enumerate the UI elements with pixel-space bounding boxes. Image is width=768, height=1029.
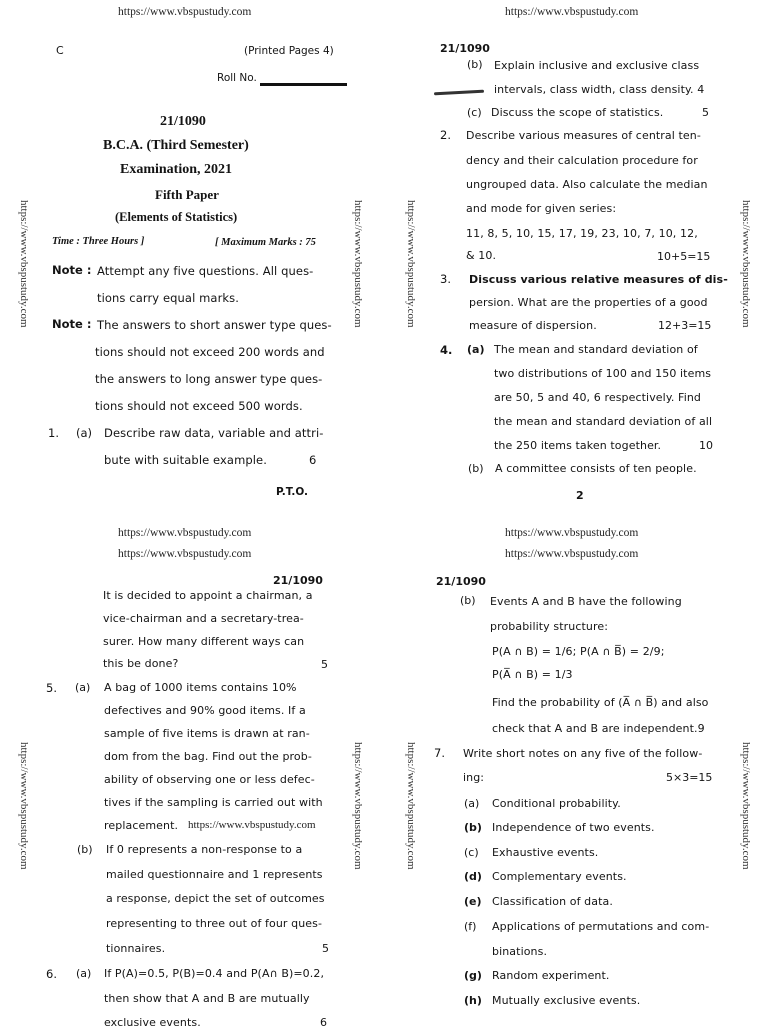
q4a-label: (a) — [467, 343, 485, 356]
q5a-line2: defectives and 90% good items. If a — [104, 704, 306, 717]
note1-line2: tions carry equal marks. — [97, 291, 240, 305]
cont-line3: surer. How many different ways can — [103, 635, 305, 648]
inline-watermark-url: https://www.vbspustudy.com — [188, 819, 316, 831]
list-item-text: binations. — [492, 945, 548, 958]
paper-title: Fifth Paper — [155, 187, 219, 202]
note2-line2: tions should not exceed 200 words and — [95, 345, 325, 359]
q7-line1: Write short notes on any five of the follow- — [463, 747, 703, 760]
list-item-label: (f) — [464, 920, 477, 933]
q5b-line3: a response, depict the set of outcomes — [106, 892, 325, 905]
q5a-line5: ability of observing one or less defec- — [104, 773, 315, 786]
list-item-text: Applications of permutations and com- — [492, 920, 710, 933]
q5b-line2: mailed questionnaire and 1 represents — [106, 868, 323, 881]
roll-no-line — [260, 83, 347, 86]
list-item-text: Exhaustive events. — [492, 846, 599, 859]
watermark-url-mid-left-2: https://www.vbspustudy.com — [118, 548, 252, 560]
time-label: Time : Three Hours ] — [52, 236, 145, 247]
q4b-label: (b) — [468, 462, 484, 475]
subject-title: (Elements of Statistics) — [115, 210, 238, 224]
q1a-label: (a) — [76, 426, 93, 440]
q6b-line1: Events A and B have the following — [490, 595, 682, 608]
q2-line2: dency and their calculation procedure for — [466, 154, 698, 167]
note2-label: Note : — [52, 317, 92, 331]
q4a-line3: are 50, 5 and 40, 6 respectively. Find — [494, 391, 701, 404]
course-title: B.C.A. (Third Semester) — [103, 138, 249, 153]
q2-line6: & 10. — [466, 249, 497, 262]
q3-line1: Discuss various relative measures of dis- — [469, 273, 728, 286]
paper-code-header: 21/1090 — [436, 575, 486, 588]
watermark-vertical-5: https://www.vbspustudy.com — [18, 742, 30, 870]
list-item-label: (g) — [464, 969, 482, 982]
q4a-line5: the 250 items taken together. — [494, 439, 662, 452]
list-item-label: (h) — [464, 994, 482, 1007]
q3-line2: persion. What are the properties of a good — [469, 296, 708, 309]
q5a-line7: replacement. — [104, 819, 179, 832]
q5a-line4: dom from the bag. Find out the prob- — [104, 750, 312, 763]
q5a-line1: A bag of 1000 items contains 10% — [104, 681, 297, 694]
exam-title: Examination, 2021 — [120, 162, 233, 177]
cont-line1: It is decided to appoint a chairman, a — [103, 589, 313, 602]
watermark-vertical-4: https://www.vbspustudy.com — [740, 200, 752, 328]
q6-number: 6. — [46, 967, 57, 981]
q6b-line2: probability structure: — [490, 620, 609, 633]
q1c-label: (c) — [467, 106, 482, 119]
list-item-text: Independence of two events. — [492, 821, 655, 834]
max-marks-label: [ Maximum Marks : 75 — [215, 237, 316, 248]
note2-line3: the answers to long answer type ques- — [95, 372, 323, 386]
q7-number: 7. — [434, 746, 445, 760]
q4-number: 4. — [440, 343, 453, 357]
list-item-text: Complementary events. — [492, 870, 627, 883]
q4a-marks: 10 — [699, 439, 713, 452]
q4b-line1: A committee consists of ten people. — [495, 462, 697, 475]
q2-number: 2. — [440, 128, 451, 142]
note1-line1: Attempt any five questions. All ques- — [97, 264, 314, 278]
list-item-text: Classification of data. — [492, 895, 613, 908]
q5b-marks: 5 — [322, 942, 329, 955]
watermark-url-mid-left-1: https://www.vbspustudy.com — [118, 527, 252, 539]
watermark-vertical-6: https://www.vbspustudy.com — [352, 742, 364, 870]
q2-line4: and mode for given series: — [466, 202, 617, 215]
page-number-2: 2 — [576, 489, 584, 502]
printed-pages: (Printed Pages 4) — [244, 45, 334, 57]
q1b-line2: intervals, class width, class density. 4 — [494, 83, 705, 96]
q4a-line4: the mean and standard deviation of all — [494, 415, 713, 428]
q2-marks: 10+5=15 — [657, 250, 711, 263]
note2-line1: The answers to short answer type ques- — [97, 318, 332, 332]
q5-number: 5. — [46, 681, 57, 695]
watermark-vertical-7: https://www.vbspustudy.com — [405, 742, 417, 870]
paper-code-heading: 21/1090 — [160, 114, 206, 129]
list-item-label: (c) — [464, 846, 479, 859]
q6a-marks: 6 — [320, 1016, 327, 1029]
watermark-url-top-left: https://www.vbspustudy.com — [118, 6, 252, 18]
list-item-text: Conditional probability. — [492, 797, 621, 810]
watermark-vertical-2: https://www.vbspustudy.com — [352, 200, 364, 328]
watermark-url-mid-right-2: https://www.vbspustudy.com — [505, 548, 639, 560]
q1a-line2: bute with suitable example. — [104, 453, 267, 467]
pto-label: P.T.O. — [276, 486, 308, 498]
cont-marks: 5 — [321, 658, 328, 671]
list-item-label: (b) — [464, 821, 482, 834]
q5b-line5: tionnaires. — [106, 942, 166, 955]
cont-line2: vice-chairman and a secretary-trea- — [103, 612, 304, 625]
q1a-marks: 6 — [309, 453, 317, 467]
q6b-line6: check that A and B are independent.9 — [492, 722, 705, 735]
q7-line2: ing: — [463, 771, 485, 784]
q5b-line4: representing to three out of four ques- — [106, 917, 323, 930]
note1-label: Note : — [52, 263, 92, 277]
q3-line3: measure of dispersion. — [469, 319, 597, 332]
q2-line1: Describe various measures of central ten- — [466, 129, 701, 142]
q3-marks: 12+3=15 — [658, 319, 712, 332]
q1b-line1: Explain inclusive and exclusive class — [494, 59, 700, 72]
list-item-label: (e) — [464, 895, 482, 908]
q6b-label: (b) — [460, 594, 476, 607]
corner-letter: C — [56, 44, 64, 57]
q7-marks: 5×3=15 — [666, 771, 713, 784]
q1-number: 1. — [48, 426, 59, 440]
paper-code-header: 21/1090 — [440, 42, 490, 55]
watermark-url-top-right: https://www.vbspustudy.com — [505, 6, 639, 18]
q6a-line2: then show that A and B are mutually — [104, 992, 310, 1005]
watermark-url-mid-right-1: https://www.vbspustudy.com — [505, 527, 639, 539]
paper-code-header: 21/1090 — [273, 574, 323, 587]
q1b-label: (b) — [467, 58, 483, 71]
q4a-line1: The mean and standard deviation of — [494, 343, 698, 356]
list-item-text: Random experiment. — [492, 969, 610, 982]
q1c-line1: Discuss the scope of statistics. — [491, 106, 664, 119]
q5b-line1: If 0 represents a non-response to a — [106, 843, 303, 856]
q6b-line3: P(A ∩ B) = 1/6; P(A ∩ B̅) = 2/9; — [492, 645, 665, 658]
q6b-line4: P(A̅ ∩ B) = 1/3 — [492, 668, 573, 681]
list-item-label: (a) — [464, 797, 480, 810]
q2-line3: ungrouped data. Also calculate the median — [466, 178, 708, 191]
q3-number: 3. — [440, 272, 451, 286]
watermark-vertical-8: https://www.vbspustudy.com — [740, 742, 752, 870]
q6a-label: (a) — [76, 967, 92, 980]
list-item-label: (d) — [464, 870, 482, 883]
q2-line5: 11, 8, 5, 10, 15, 17, 19, 23, 10, 7, 10, 12, — [466, 227, 698, 240]
q1a-line1: Describe raw data, variable and attri- — [104, 426, 324, 440]
q5a-line3: sample of five items is drawn at ran- — [104, 727, 310, 740]
cont-line4: this be done? — [103, 657, 179, 670]
q4a-line2: two distributions of 100 and 150 items — [494, 367, 712, 380]
watermark-vertical-3: https://www.vbspustudy.com — [405, 200, 417, 328]
q5a-line6: tives if the sampling is carried out with — [104, 796, 323, 809]
watermark-vertical-1: https://www.vbspustudy.com — [18, 200, 30, 328]
note2-line4: tions should not exceed 500 words. — [95, 399, 303, 413]
list-item-text: Mutually exclusive events. — [492, 994, 641, 1007]
roll-no-label: Roll No. — [217, 72, 257, 84]
q6a-line1: If P(A)=0.5, P(B)=0.4 and P(A∩ B)=0.2, — [104, 967, 325, 980]
q6b-line5: Find the probability of (A̅ ∩ B̅) and also — [492, 696, 709, 709]
q1c-marks: 5 — [702, 106, 709, 119]
scan-smudge — [434, 90, 484, 96]
q5a-label: (a) — [75, 681, 91, 694]
q6a-line3: exclusive events. — [104, 1016, 201, 1029]
q5b-label: (b) — [77, 843, 93, 856]
